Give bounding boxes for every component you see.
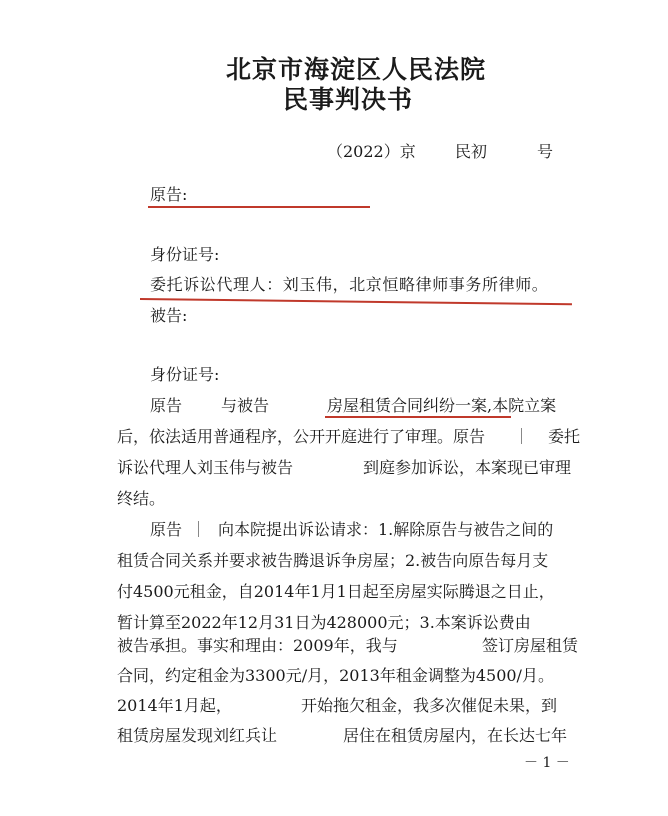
page-number: － 1 －	[524, 755, 570, 771]
p2-line2: 租赁合同关系并要求被告腾退诉争房屋；2.被告向原告每月支	[117, 551, 549, 570]
p2-line5-a: 被告承担。事实和理由：2009年，我与	[117, 636, 398, 655]
p2-line3: 付4500元租金，自2014年1月1日起至房屋实际腾退之日止，	[117, 582, 555, 601]
defendant-label: 被告:	[150, 306, 188, 325]
p2-plaintiff: 原告	[150, 520, 183, 539]
id-number-label-2: 身份证号:	[150, 365, 220, 384]
plaintiff-label: 原告:	[150, 185, 188, 204]
p1-line3-b: 到庭参加诉讼，本案现已审理	[363, 458, 572, 477]
p1-line2-end: 委托	[548, 427, 581, 446]
p2-line1: 向本院提出诉讼请求：1.解除原告与被告之间的	[218, 520, 554, 539]
case-number-suffix: 号	[537, 142, 554, 161]
p1-plaintiff: 原告	[150, 396, 183, 415]
agent-line: 委托诉讼代理人：刘玉伟，北京恒略律师事务所律师。	[150, 275, 549, 294]
p1-case-desc: 房屋租赁合同纠纷一案,本院立案	[327, 396, 557, 415]
p2-line5-b: 签订房屋租赁	[482, 636, 579, 655]
p1-line2: 后，依法适用普通程序，公开开庭进行了审理。原告	[117, 427, 486, 446]
document-type: 民事判决书	[283, 85, 414, 114]
p2-line4: 暂计算至2022年12月31日为428000元；3.本案诉讼费由	[117, 613, 531, 632]
p1-vs-defendant: 与被告	[221, 396, 270, 415]
redaction-mark-2	[198, 521, 199, 537]
p2-line7-a: 2014年1月起，	[117, 696, 232, 715]
case-number-year: （2022）京	[327, 142, 416, 161]
id-number-label: 身份证号:	[150, 245, 220, 264]
case-type-underline	[325, 416, 511, 418]
p1-line3-a: 诉讼代理人刘玉伟与被告	[117, 458, 294, 477]
p2-line7-b: 开始拖欠租金，我多次催促未果，到	[301, 696, 558, 715]
p2-line6: 合同，约定租金为3300元/月，2013年租金调整为4500/月。	[117, 666, 554, 685]
p1-line4: 终结。	[117, 489, 166, 508]
court-name: 北京市海淀区人民法院	[226, 55, 487, 84]
agent-underline	[140, 298, 572, 305]
redaction-mark	[521, 428, 522, 444]
case-number-type: 民初	[455, 142, 488, 161]
p2-line8-b: 居住在租赁房屋内，在长达七年	[343, 726, 568, 745]
p2-line8-a: 租赁房屋发现刘红兵让	[117, 726, 278, 745]
plaintiff-underline	[148, 206, 370, 208]
